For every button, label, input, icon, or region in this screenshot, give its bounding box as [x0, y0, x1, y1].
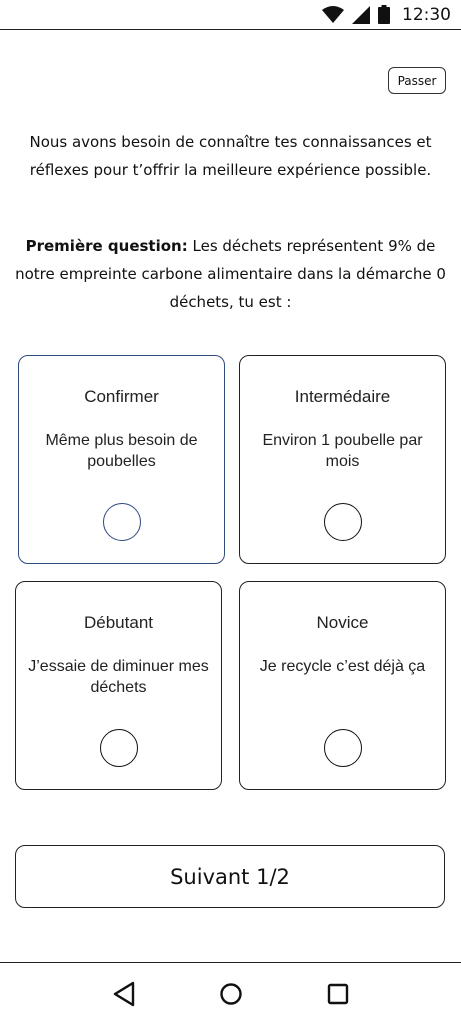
option-radio[interactable] — [103, 503, 141, 541]
option-card-debutant[interactable] — [15, 581, 222, 790]
status-bar — [0, 0, 461, 30]
option-radio[interactable] — [324, 729, 362, 767]
question-label: Première question: — [25, 237, 188, 255]
next-button[interactable]: Suivant 1/2 — [15, 845, 445, 908]
recents-button[interactable] — [323, 979, 353, 1009]
back-icon — [112, 981, 136, 1007]
option-card-confirmer[interactable] — [18, 355, 225, 564]
home-button[interactable] — [216, 979, 246, 1009]
intro-text: Nous avons besoin de connaître tes connaissances et réflexes pour t’offrir la meilleure expérience possible. — [29, 133, 432, 179]
option-title: Intermédaire — [294, 387, 391, 406]
navigation-bar — [0, 962, 461, 1024]
option-radio[interactable] — [100, 729, 138, 767]
back-button[interactable] — [109, 979, 139, 1009]
recents-icon — [327, 983, 349, 1005]
home-icon — [219, 982, 243, 1006]
option-card-intermediaire[interactable] — [239, 355, 446, 564]
option-description: Environ 1 poubelle par mois — [262, 432, 423, 470]
wifi-icon — [322, 6, 344, 24]
status-time: 12:30 — [402, 4, 451, 25]
battery-icon — [378, 5, 390, 24]
skip-button[interactable]: Passer — [388, 67, 446, 94]
question-body: Les déchets représentent 9% de notre empreinte carbone alimentaire dans la démarche 0 déchets, tu est : — [15, 237, 446, 311]
option-description: Même plus besoin de poubelles — [45, 432, 198, 470]
option-description: J’essaie de diminuer mes déchets — [28, 658, 209, 696]
option-title: Novice — [316, 613, 369, 632]
signal-icon — [352, 6, 370, 24]
option-title: Confirmer — [84, 387, 159, 406]
option-card-novice[interactable] — [239, 581, 446, 790]
question-text — [14, 232, 447, 316]
option-description: Je recycle c’est déjà ça — [259, 658, 426, 675]
option-title: Débutant — [84, 613, 153, 632]
option-radio[interactable] — [324, 503, 362, 541]
